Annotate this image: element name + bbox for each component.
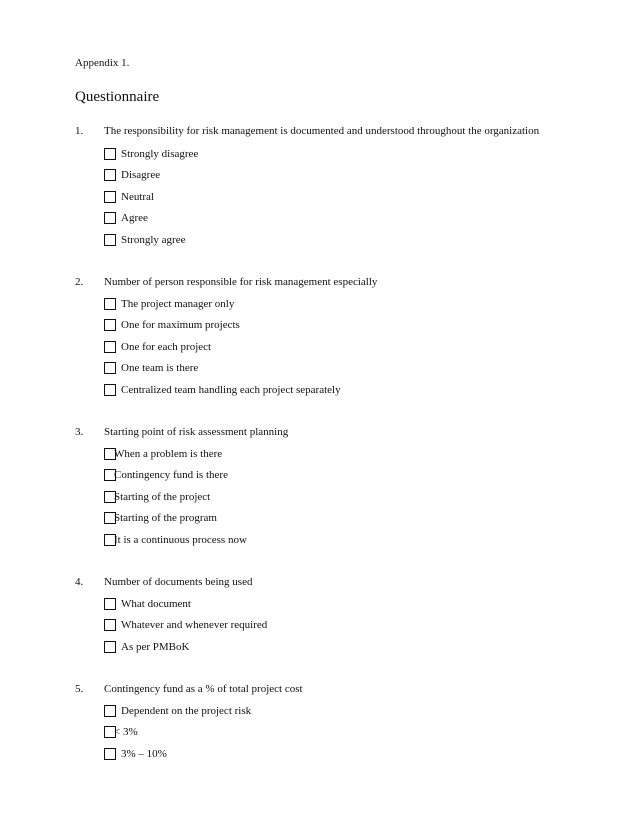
checkbox[interactable] <box>104 748 116 760</box>
option-label: Whatever and whenever required <box>121 619 268 631</box>
option-label: Neutral <box>121 191 154 203</box>
appendix-label: Appendix 1. <box>75 57 130 69</box>
page-title: Questionnaire <box>75 89 160 105</box>
checkbox[interactable] <box>104 619 116 631</box>
option-label: Starting of the program <box>114 512 217 524</box>
option-label: Dependent on the project risk <box>121 705 252 717</box>
option-label: 3% – 10% <box>121 748 167 760</box>
question-4-text: Number of documents being used <box>104 576 253 588</box>
option-label: The project manager only <box>121 298 235 310</box>
option-label: Starting of the project <box>114 491 211 503</box>
question-3-number: 3. <box>75 426 84 438</box>
question-2-option[interactable] <box>104 361 198 375</box>
question-1-text: The responsibility for risk management is documented and understood throughout the organization <box>104 125 540 137</box>
question-3-option[interactable] <box>104 468 228 482</box>
checkbox[interactable] <box>104 705 116 717</box>
question-3-option[interactable] <box>104 447 222 461</box>
question-3-option[interactable] <box>104 490 210 504</box>
checkbox[interactable] <box>104 362 116 374</box>
question-5-number: 5. <box>75 683 84 695</box>
question-3-option[interactable] <box>104 511 217 525</box>
option-label: < 3% <box>114 726 138 738</box>
question-1-number: 1. <box>75 125 84 137</box>
question-5-text: Contingency fund as a % of total project cost <box>104 683 303 695</box>
question-1-option[interactable] <box>104 168 160 182</box>
option-label: As per PMBoK <box>121 641 190 653</box>
option-label: When a problem is there <box>114 448 223 460</box>
option-label: Agree <box>121 212 148 224</box>
question-4-option[interactable] <box>104 618 267 632</box>
option-label: Centralized team handling each project separately <box>121 384 341 396</box>
checkbox[interactable] <box>104 169 116 181</box>
option-label: What document <box>121 598 191 610</box>
option-label: Disagree <box>121 169 161 181</box>
question-2-text: Number of person responsible for risk management especially <box>104 276 378 288</box>
option-label: One for maximum projects <box>121 319 240 331</box>
question-1-option[interactable] <box>104 233 185 247</box>
option-label: One for each project <box>121 341 212 353</box>
checkbox[interactable] <box>104 384 116 396</box>
checkbox[interactable] <box>104 319 116 331</box>
checkbox[interactable] <box>104 598 116 610</box>
question-3-text: Starting point of risk assessment planning <box>104 426 289 438</box>
question-2-option[interactable] <box>104 318 240 332</box>
question-4-option[interactable] <box>104 597 191 611</box>
question-2-option[interactable] <box>104 297 234 311</box>
question-5-option[interactable] <box>104 704 251 718</box>
checkbox[interactable] <box>104 212 116 224</box>
checkbox[interactable] <box>104 298 116 310</box>
checkbox[interactable] <box>104 148 116 160</box>
question-5-option[interactable] <box>104 725 138 739</box>
question-3-option[interactable] <box>104 533 247 547</box>
question-4-number: 4. <box>75 576 84 588</box>
option-label: It is a continuous process now <box>114 534 247 546</box>
checkbox[interactable] <box>104 341 116 353</box>
question-2-number: 2. <box>75 276 84 288</box>
checkbox[interactable] <box>104 641 116 653</box>
checkbox[interactable] <box>104 191 116 203</box>
question-1-option[interactable] <box>104 190 154 204</box>
question-5-option[interactable] <box>104 747 167 761</box>
option-label: Contingency fund is there <box>114 469 228 481</box>
question-1-option[interactable] <box>104 211 148 225</box>
question-2-option[interactable] <box>104 383 341 397</box>
option-label: Strongly disagree <box>121 148 199 160</box>
option-label: One team is there <box>121 362 199 374</box>
option-label: Strongly agree <box>121 234 186 246</box>
question-2-option[interactable] <box>104 340 211 354</box>
checkbox[interactable] <box>104 234 116 246</box>
question-4-option[interactable] <box>104 640 189 654</box>
question-1-option[interactable] <box>104 147 198 161</box>
